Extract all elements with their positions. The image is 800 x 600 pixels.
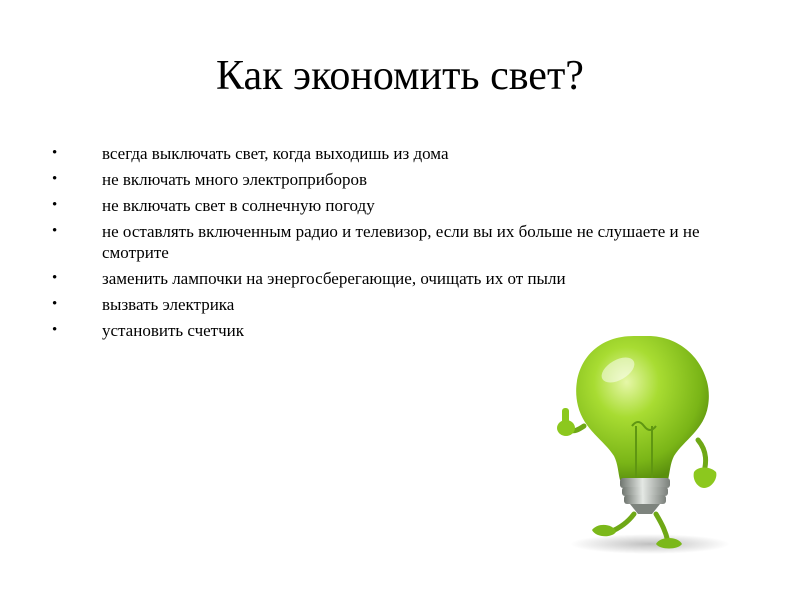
list-item [48, 195, 758, 216]
bullet-icon: • [52, 145, 58, 161]
list-item-text: не включать много электроприборов [102, 170, 368, 189]
list-item [48, 169, 758, 190]
list-item [48, 221, 758, 263]
list-item [48, 143, 758, 164]
bullet-list [48, 143, 758, 346]
bullet-icon: • [52, 296, 58, 312]
list-item-text: вызвать электрика [102, 295, 235, 314]
list-item-text: всегда выключать свет, когда выходишь из дома [102, 144, 449, 163]
list-item [48, 294, 758, 315]
bullet-icon: • [52, 171, 58, 187]
list-item [48, 268, 758, 289]
list-item-text: не оставлять включенным радио и телевизор, если вы их больше не слушаете и не смотрите [102, 222, 700, 262]
bullet-icon: • [52, 197, 58, 213]
bullet-icon: • [52, 322, 58, 338]
slide-title: Как экономить свет? [216, 53, 584, 99]
list-item-text: заменить лампочки на энергосберегающие, очищать их от пыли [102, 269, 566, 288]
list-item-text: установить счетчик [102, 321, 245, 340]
list-item-text: не включать свет в солнечную погоду [102, 196, 375, 215]
bullet-icon: • [52, 223, 58, 239]
lightbulb-character-icon [548, 322, 764, 562]
bullet-icon: • [52, 270, 58, 286]
